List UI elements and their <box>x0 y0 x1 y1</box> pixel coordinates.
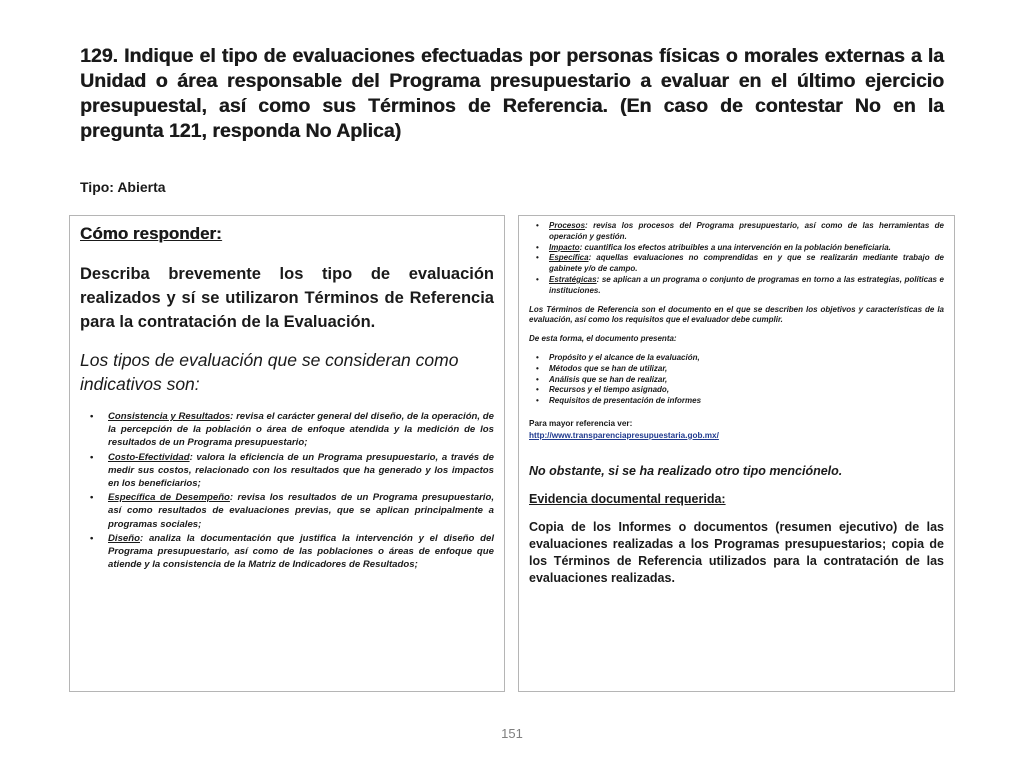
evaluation-definition: : analiza la documentación que justifica la intervención y el diseño del Programa presupuestario, así como de las poblaciones o áreas de enfoque que atiende y la consistencia de la Matriz de Indicadores de Resultados; <box>108 532 494 571</box>
evaluation-definition: : se aplican a un programa o conjunto de programas en torno a las estrategias, políticas e instituciones. <box>549 274 944 295</box>
list-item: • Recursos y el tiempo asignado, <box>549 385 944 396</box>
evaluation-term: Específica <box>549 253 589 263</box>
evaluation-definition: : aquellas evaluaciones no comprendidas en y que se realizarán mediante trabajo de gabinete y/o de campo. <box>549 253 944 274</box>
answer-description: Describa brevemente los tipo de evaluación realizados y sí se utilizaron Términos de Referencia para la contratación de la Evaluación. <box>80 265 494 331</box>
question-type: Tipo: Abierta <box>80 179 166 195</box>
evaluation-term: Procesos <box>549 221 586 230</box>
evaluation-types-list <box>80 410 494 571</box>
list-item <box>108 451 494 491</box>
question-title: 129. Indique el tipo de evaluaciones efectuadas por personas físicas o morales externas a la Unidad o área responsable del Programa presupuestario a evaluar en el último ejercicio presupuestal, así como sus Términos de Referencia. (En caso de contestar No en la pregunta 121, responda No Aplica) <box>80 45 944 142</box>
transparency-link[interactable]: http://www.transparenciapresupuestaria.gob.mx/ <box>529 430 719 440</box>
list-item: • Métodos que se han de utilizar, <box>549 364 944 375</box>
evaluation-term: Específica de Desempeño <box>108 492 230 504</box>
reference-label: Para mayor referencia ver: <box>529 418 633 428</box>
evaluation-term: Diseño <box>108 532 140 544</box>
other-type-note: No obstante, si se ha realizado otro tipo menciónelo. <box>529 463 843 478</box>
evaluation-term: Consistencia y Resultados <box>108 411 231 422</box>
evidence-description: Copia de los Informes o documentos (resumen ejecutivo) de las evaluaciones realizadas a los Programas presupuestarios; copia de los Términos de Referencia utilizados para la contratación de las evaluaciones realizadas. <box>529 519 944 585</box>
document-contents-list <box>529 353 944 407</box>
evaluation-definition: : cuantifica los efectos atribuibles a una intervención en la población beneficiaria. <box>579 242 891 252</box>
list-item <box>108 410 494 450</box>
how-to-answer-heading: Cómo responder: <box>80 224 222 243</box>
terms-of-reference-paragraph: Los Términos de Referencia son el documento en el que se describen los objetivos y características de la evaluación, así como los requisitos que el evaluador debe cumplir. <box>529 304 944 325</box>
list-item <box>549 243 944 254</box>
list-item: • Análisis que se han de realizar, <box>549 375 944 386</box>
page-number: 151 <box>501 726 523 741</box>
list-item <box>549 275 944 297</box>
list-item <box>549 221 944 243</box>
evaluation-term: Costo-Efectividad <box>108 451 190 463</box>
list-item <box>549 253 944 275</box>
evaluation-definition: : revisa el carácter general del diseño, de la operación, de la percepción de la población o área de enfoque atendida y la medición de los resultados de un Programa presupuestario; <box>108 411 494 449</box>
evaluation-definition: : revisa los resultados de un Programa presupuestario, así como resultados de evaluaciones previas, que se aplican principalmente a programas sociales; <box>108 492 494 530</box>
how-to-answer-panel <box>69 215 505 692</box>
details-panel <box>518 215 955 692</box>
evidence-heading: Evidencia documental requerida: <box>529 491 726 506</box>
evaluation-definition: : valora la eficiencia de un Programa presupuestario, a través de medir sus costos, relacionado con los resultados que ha generado y los impactos en los beneficiarios; <box>108 451 494 490</box>
document-presents-label: De esta forma, el documento presenta: <box>529 334 677 344</box>
evaluation-types-heading: Los tipos de evaluación que se consideran como indicativos son: <box>80 350 459 394</box>
list-item: • Requisitos de presentación de informes <box>549 396 944 407</box>
more-evaluation-types-list <box>529 221 944 297</box>
evaluation-term: Impacto <box>549 242 580 252</box>
list-item <box>108 491 494 531</box>
list-item <box>108 532 494 572</box>
evaluation-definition: : revisa los procesos del Programa presupuestario, así como de las herramientas de operación y gestión. <box>549 221 944 241</box>
evaluation-term: Estratégicas <box>549 274 597 284</box>
list-item: • Propósito y el alcance de la evaluación, <box>549 353 944 364</box>
